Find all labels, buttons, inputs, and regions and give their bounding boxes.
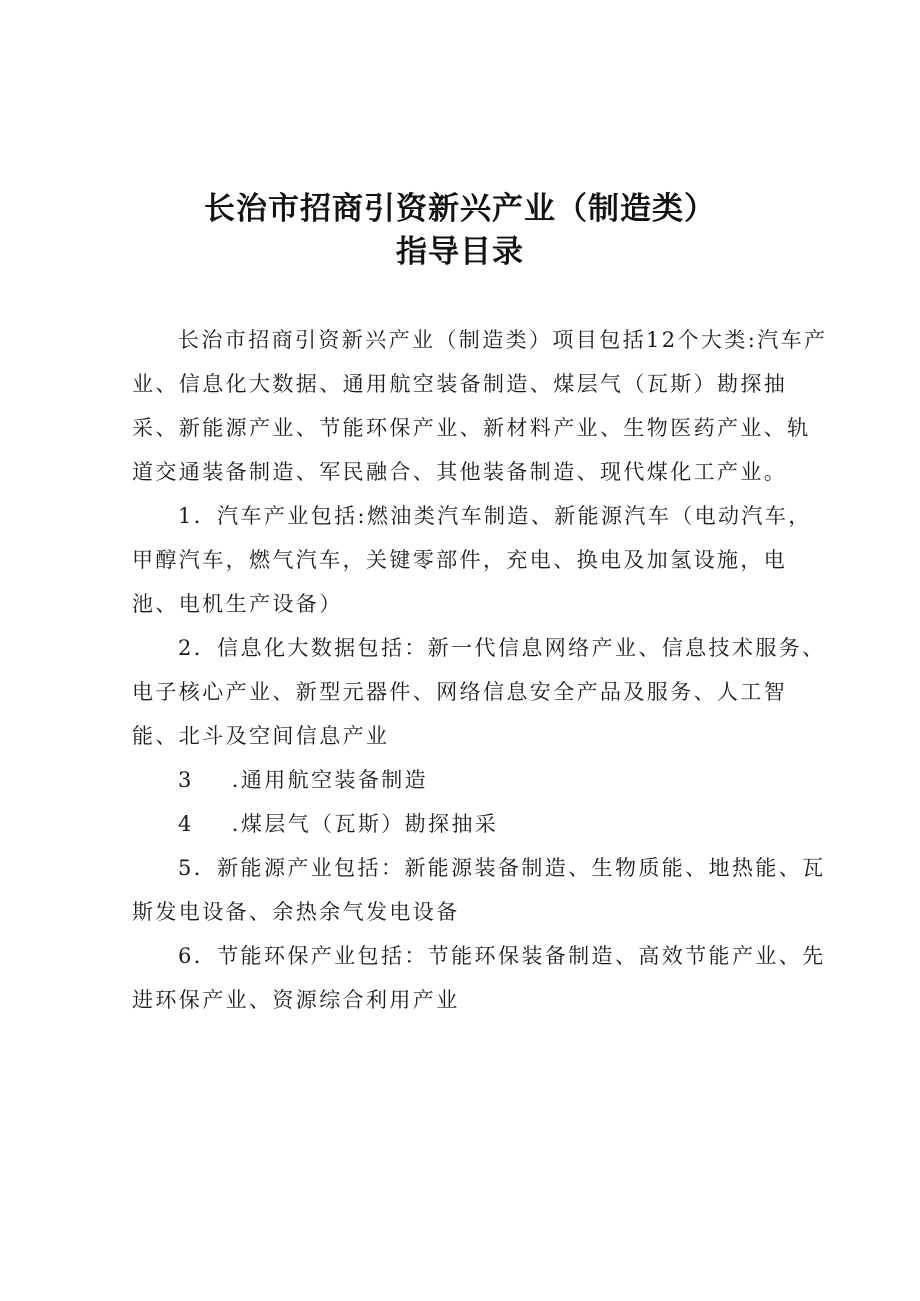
item-3-text: .通用航空装备制造 bbox=[231, 768, 429, 792]
item-1-paragraph: 1．汽车产业包括:燃油类汽车制造、新能源汽车（电动汽车，甲醇汽车，燃气汽车，关键零部件，充电、换电及加氢设施，电池、电机生产设备） bbox=[132, 504, 812, 616]
item-4-text: .煤层气（瓦斯）勘探抽采 bbox=[231, 812, 499, 836]
intro-paragraph: 长治市招商引资新兴产业（制造类）项目包括12个大类:汽车产业、信息化大数据、通用航空装备制造、煤层气（瓦斯）勘探抽采、新能源产业、节能环保产业、新材料产业、生物医药产业、轨道交通装备制造、军民融合、其他装备制造、现代煤化工产业。 bbox=[132, 328, 828, 484]
item-3-number: 3 bbox=[178, 768, 194, 792]
item-4-paragraph bbox=[132, 802, 832, 846]
item-2-paragraph: 2．信息化大数据包括：新一代信息网络产业、信息技术服务、电子核心产业、新型元器件、网络信息安全产品及服务、人工智能、北斗及空间信息产业 bbox=[132, 636, 826, 748]
document-title-line2: 指导目录 bbox=[396, 234, 524, 270]
item-4-number: 4 bbox=[178, 812, 194, 836]
item-5-paragraph: 5．新能源产业包括：新能源装备制造、生物质能、地热能、瓦斯发电设备、余热余气发电设备 bbox=[132, 856, 826, 924]
item-3-paragraph bbox=[132, 758, 832, 802]
item-6-paragraph: 6．节能环保产业包括：节能环保装备制造、高效节能产业、先进环保产业、资源综合利用产业 bbox=[132, 944, 826, 1012]
document-title-line1: 长治市招商引资新兴产业（制造类） bbox=[204, 191, 716, 227]
